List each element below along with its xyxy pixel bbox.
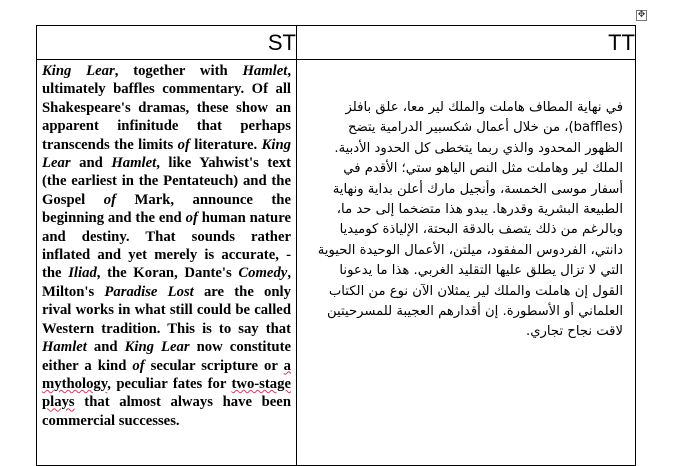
st-text-span: and (70, 155, 112, 172)
table-body-row (37, 60, 636, 466)
source-text-paragraph (37, 60, 296, 430)
table-move-handle-icon[interactable]: ✥ (637, 10, 646, 20)
st-text-span: now constitute either a kind (42, 339, 291, 374)
st-header-label: ST (267, 30, 296, 55)
st-header-cell[interactable] (37, 26, 297, 60)
st-italic-span: of (132, 357, 145, 374)
st-italic-span: Hamlet (111, 155, 157, 172)
translation-table (36, 25, 636, 466)
st-text-span: , together with (114, 63, 243, 79)
st-text-span: that almost always have been commercial successes. (42, 394, 291, 429)
st-italic-span: Paradise Lost (104, 283, 194, 300)
st-text-span: human nature and destiny. That sounds rather inflated and yet merely is accurate, - the (42, 210, 291, 282)
st-text-span: , the Koran, Dante's (96, 265, 239, 282)
st-italic-span: Hamlet (42, 339, 87, 356)
st-italic-span: King Lear (124, 339, 190, 356)
tt-header-cell[interactable] (297, 26, 636, 60)
st-italic-span: Iliad (68, 265, 97, 282)
st-italic-span: of (103, 191, 116, 208)
st-text-cell[interactable] (37, 60, 297, 466)
tt-text-cell[interactable] (297, 60, 636, 466)
st-text-span: , peculiar fates for (107, 375, 232, 392)
st-text-span: Mark, announce the beginning and the end (42, 191, 291, 227)
st-text-span: secular scripture or (144, 357, 284, 374)
st-text-span: literature. (189, 136, 262, 153)
st-spellcheck-span: two-stage plays (42, 375, 291, 411)
st-italic-span: of (185, 210, 198, 227)
st-spellcheck-span: a mythology (42, 357, 291, 392)
st-italic-span: Hamlet (242, 63, 288, 79)
st-italic-span: Comedy (238, 265, 288, 282)
table-header-row (37, 26, 636, 60)
st-text-span: are the only rival works in what still could be called Western tradition. This is to say that (42, 283, 291, 337)
st-italic-span: of (177, 136, 190, 153)
st-text-span: , like Yahwist's text (the earliest in the Pentateuch) and the Gospel (42, 155, 291, 208)
target-text-paragraph: في نهاية المطاف هاملت والملك لير معا، علق بافلز (baffles)، من خلال أعمال شكسبير الدرامية يتضح الظهور المحدود والذي ربما يتخطى كل الحدود الأدبية. الملك لير وهاملت مثل النص الياهو ستي؛ الأقدم في أسفار موسى الخمسة، وأنجيل مارك أعلن بداية ونهاية الطبيعة البشرية وقدرها. يبدو هذا متضخما إلى حد ما، وبالرغم من ذلك يتصف بالدقة البحتة، الإلياذة كوميديا دانتي، الفردوس المفقود، ميلتن، الأعمال الوحيدة الحيوية التي لا تزال يطلق عليها التقليد الغربي. هذا ما يدعونا القول إن هاملت والملك لير يمثلان الآن نوع من الكتاب العلماني أو الأسطورة. إن أقدارهم العجيبة للمسرحيتين لاقت نجاح تجاري. (317, 100, 623, 340)
st-text-span: , Milton's (42, 265, 291, 300)
st-italic-span: King Lear (42, 136, 291, 172)
st-text-span: and (86, 339, 125, 356)
st-text-span: , ultimately baffles commentary. Of all Shakespeare's dramas, these show an apparent infinitude that perhaps transcends the limits (42, 63, 291, 153)
st-italic-span: King Lear (42, 63, 115, 79)
tt-header-label: TT (608, 30, 635, 55)
